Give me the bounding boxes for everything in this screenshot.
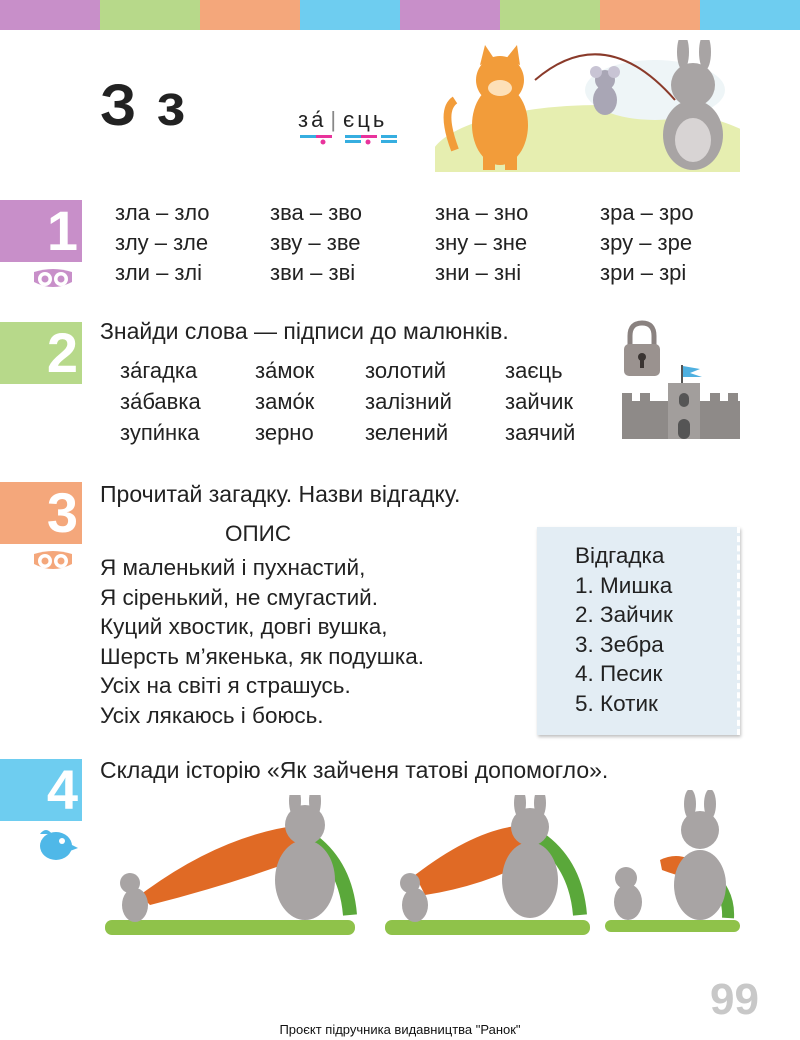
syllable-pair: зри – зрі bbox=[600, 260, 687, 285]
strip-segment bbox=[500, 0, 600, 30]
exercise-3-instruction: Прочитай загадку. Назви відгадку. bbox=[100, 481, 461, 507]
owl-eyes-icon bbox=[32, 268, 74, 290]
owl-eyes-icon bbox=[32, 550, 74, 572]
syllable-table bbox=[115, 198, 725, 288]
syllable-part-1: за́ bbox=[298, 107, 327, 132]
strip-segment bbox=[100, 0, 200, 30]
strip-segment bbox=[600, 0, 700, 30]
syllable-pair: злу – зле bbox=[115, 230, 209, 255]
sound-scheme-icon bbox=[298, 132, 413, 146]
strip-segment bbox=[0, 0, 100, 30]
syllable-part-2: єць bbox=[343, 107, 388, 132]
castle-image bbox=[620, 363, 740, 441]
rabbits-carrot-image-1 bbox=[100, 795, 360, 940]
answer-option: 4. Песик bbox=[575, 661, 663, 686]
cat-mouse-rabbit-illustration bbox=[435, 40, 740, 172]
answer-card bbox=[537, 527, 740, 735]
word: за́мок bbox=[255, 358, 315, 383]
syllable-pair: зни – зні bbox=[435, 260, 522, 285]
exercise-2-number: 2 bbox=[0, 322, 82, 384]
word-table bbox=[120, 355, 600, 448]
exercise-2-instruction: Знайди слова — підписи до малюнків. bbox=[100, 318, 509, 344]
poem-line: Усіх лякаюсь і боюсь. bbox=[100, 702, 324, 728]
syllable-scheme bbox=[298, 107, 387, 133]
top-color-strip bbox=[0, 0, 800, 30]
rabbits-carrot-image-3 bbox=[600, 790, 740, 935]
poem-line: Я сіренький, не смугастий. bbox=[100, 584, 378, 610]
exercise-4-number: 4 bbox=[0, 759, 82, 821]
answer-option: 3. Зебра bbox=[575, 631, 664, 657]
syllable-pair: зла – зло bbox=[115, 200, 210, 225]
answer-option: 2. Зайчик bbox=[575, 602, 673, 627]
syllable-pair: зли – злі bbox=[115, 260, 202, 285]
syllable-pair: зва – зво bbox=[270, 200, 362, 225]
syllable-pair: зви – зві bbox=[270, 260, 356, 285]
word: за́гадка bbox=[120, 358, 198, 383]
footer-publisher: Проєкт підручника видавництва "Ранок" bbox=[279, 1022, 521, 1037]
word: заячий bbox=[505, 420, 576, 445]
strip-segment bbox=[400, 0, 500, 30]
word: зайчик bbox=[505, 389, 573, 414]
syllable-pair: зру – зре bbox=[600, 230, 693, 255]
answer-option: 1. Мишка bbox=[575, 572, 673, 598]
word: замо́к bbox=[255, 389, 315, 414]
exercise-1-number: 1 bbox=[0, 200, 82, 262]
word: за́бавка bbox=[120, 389, 201, 414]
strip-segment bbox=[300, 0, 400, 30]
strip-segment bbox=[700, 0, 800, 30]
word: зерно bbox=[255, 420, 314, 445]
strip-segment bbox=[200, 0, 300, 30]
exercise-3-number: 3 bbox=[0, 482, 82, 544]
bird-icon bbox=[36, 826, 78, 862]
syllable-pair: зна – зно bbox=[435, 200, 529, 225]
poem-title: ОПИС bbox=[225, 521, 292, 546]
page-number: 99 bbox=[710, 975, 759, 1024]
rabbits-carrot-image-2 bbox=[380, 795, 595, 940]
syllable-pair: зну – зне bbox=[435, 230, 528, 255]
syllable-pair: зву – зве bbox=[270, 230, 361, 255]
poem-line: Шерсть м’якенька, як подушка. bbox=[100, 643, 424, 669]
poem-line: Я маленький і пухнастий, bbox=[100, 555, 366, 580]
answer-title: Відгадка bbox=[575, 543, 665, 568]
answer-option: 5. Котик bbox=[575, 690, 658, 716]
word: заєць bbox=[505, 358, 563, 383]
syllable-pair: зра – зро bbox=[600, 200, 694, 225]
word: зупи́нка bbox=[120, 420, 200, 445]
exercise-4-instruction: Склади історію «Як зайченя татові допомогло». bbox=[100, 757, 609, 783]
syllable-divider: | bbox=[330, 107, 340, 132]
lesson-letter: З з bbox=[100, 73, 188, 138]
word: золотий bbox=[365, 358, 447, 383]
word: залізний bbox=[365, 389, 452, 414]
poem-line: Усіх на світі я страшусь. bbox=[100, 673, 351, 698]
poem-line: Куций хвостик, довгі вушка, bbox=[100, 614, 388, 639]
riddle-poem bbox=[100, 553, 424, 730]
word: зелений bbox=[365, 420, 449, 445]
